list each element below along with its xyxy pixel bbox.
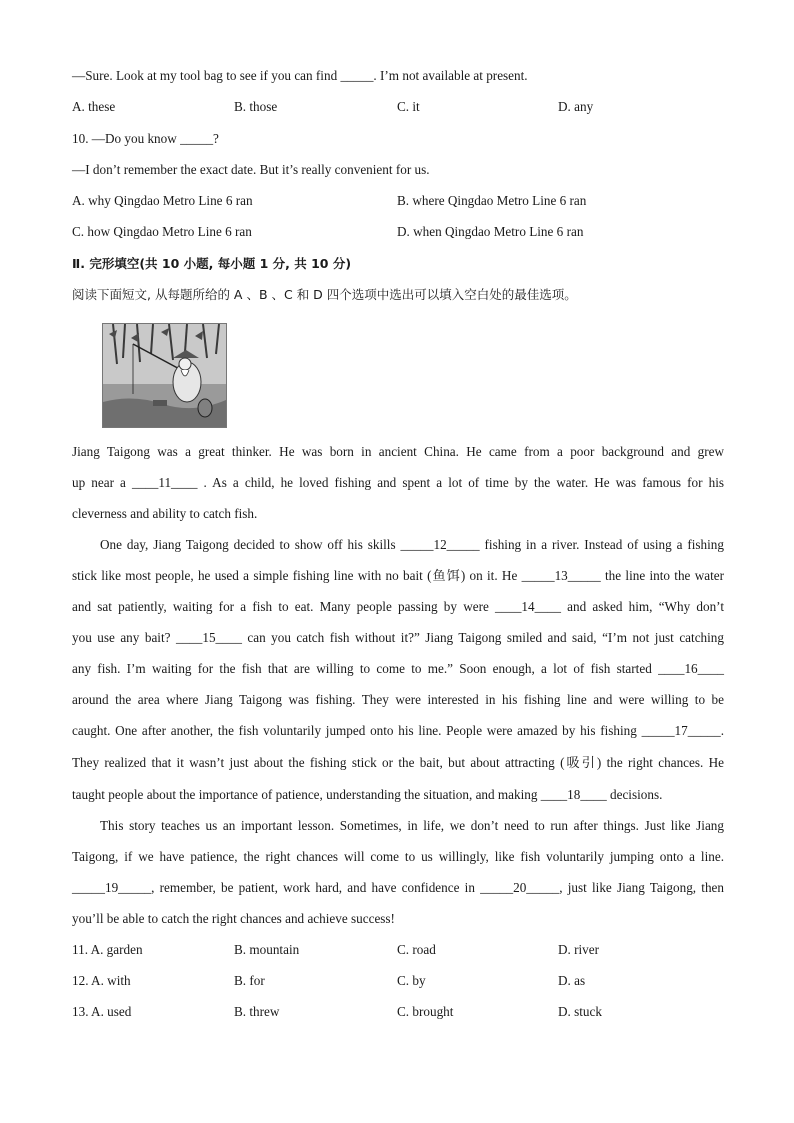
q13-option-a: 13. A. used <box>72 1004 132 1019</box>
q9-option-d: D. any <box>558 99 594 114</box>
q12-option-c: C. by <box>397 973 426 988</box>
section-heading: Ⅱ. 完形填空(共 10 小题, 每小题 1 分, 共 10 分) <box>72 256 352 271</box>
blank-18: ____18____ <box>540 787 607 802</box>
passage-line-1: Jiang Taigong was a great thinker. He was born in ancient China. He came from a poor background and grew <box>72 444 724 459</box>
section-instruction: 阅读下面短文, 从每题所给的 A 、B 、C 和 D 四个选项中选出可以填入空白处的最佳选项。 <box>72 287 577 302</box>
q11-option-d: D. river <box>558 942 600 957</box>
blank-20: _____20_____ <box>480 880 560 895</box>
q11-option-a: 11. A. garden <box>72 942 143 957</box>
blank-15: ____15____ <box>175 630 242 645</box>
passage-line-9: around the area where Jiang Taigong was fishing. They were interested in his fishing line and were willing to be <box>72 692 724 707</box>
passage-line-6: and sat patiently, waiting for a fish to eat. Many people passing by were ____14____ and asked him, “Why don’t <box>72 599 724 614</box>
q10-option-c: C. how Qingdao Metro Line 6 ran <box>72 224 252 239</box>
blank-14: ____14____ <box>495 599 561 614</box>
passage-line-3: cleverness and ability to catch fish. <box>72 506 258 521</box>
q11-option-c: C. road <box>397 942 436 957</box>
q13-option-b: B. threw <box>234 1004 280 1019</box>
passage-line-2: up near a ____11____ . As a child, he loved fishing and spent a lot of time by the water. He was famous for his <box>72 475 724 490</box>
passage-line-7: you use any bait? ____15____ can you catch fish without it?” Jiang Taigong smiled and said, “I’m not just catching <box>72 630 724 645</box>
blank-19: _____19_____ <box>72 880 152 895</box>
q10-option-b: B. where Qingdao Metro Line 6 ran <box>397 193 587 208</box>
q12-option-a: 12. A. with <box>72 973 131 988</box>
q13-option-d: D. stuck <box>558 1004 602 1019</box>
blank-12: _____12_____ <box>400 537 480 552</box>
passage-line-4: One day, Jiang Taigong decided to show off his skills _____12_____ fishing in a river. Instead of using a fishing <box>100 537 724 552</box>
passage-line-5: stick like most people, he used a simple fishing line with no bait (鱼饵) on it. He _____13_____ the line into the water <box>72 568 724 583</box>
q10-option-d: D. when Qingdao Metro Line 6 ran <box>397 224 584 239</box>
q10-answer-line: —I don’t remember the exact date. But it’s really convenient for us. <box>72 162 430 177</box>
passage-line-15: _____19_____, remember, be patient, work hard, and have confidence in _____20_____, just like Jiang Taigong, then <box>72 880 724 895</box>
fisherman-illustration <box>103 324 226 427</box>
blank-16: ____16____ <box>658 661 724 676</box>
passage-line-10: caught. One after another, the fish voluntarily jumped onto his line. People were amazed by his fishing _____17_____. <box>72 723 724 738</box>
q13-option-c: C. brought <box>397 1004 454 1019</box>
q11-option-b: B. mountain <box>234 942 300 957</box>
q12-option-b: B. for <box>234 973 265 988</box>
q9-option-c: C. it <box>397 99 420 114</box>
q10-option-a: A. why Qingdao Metro Line 6 ran <box>72 193 253 208</box>
q9-option-a: A. these <box>72 99 116 114</box>
passage-line-12: taught people about the importance of patience, understanding the situation, and making ____18____ decisions. <box>72 787 663 802</box>
passage-line-13: This story teaches us an important lesson. Sometimes, in life, we don’t need to run after things. Just like Jiang <box>100 818 724 833</box>
story-illustration <box>102 323 227 428</box>
q9-option-b: B. those <box>234 99 278 114</box>
passage-line-8: any fish. I’m waiting for the fish that are willing to come to me.” Soon enough, a lot of fish started ____16____ <box>72 661 724 676</box>
q10-question: 10. —Do you know _____? <box>72 131 219 146</box>
blank-17: _____17_____ <box>641 723 721 738</box>
blank-13: _____13_____ <box>521 568 601 583</box>
passage-line-11: They realized that it wasn’t just about the fishing stick or the bait, but about attracting (吸引) the right chances. He <box>72 755 724 770</box>
passage-line-14: Taigong, if we have patience, the right chances will come to us willingly, like fish voluntarily jumping onto a line. <box>72 849 724 864</box>
q9-answer-line: —Sure. Look at my tool bag to see if you can find _____. I’m not available at present. <box>72 68 528 83</box>
blank-11: ____11____ <box>131 475 198 490</box>
q12-option-d: D. as <box>558 973 586 988</box>
passage-line-16: you’ll be able to catch the right chances and achieve success! <box>72 911 395 926</box>
